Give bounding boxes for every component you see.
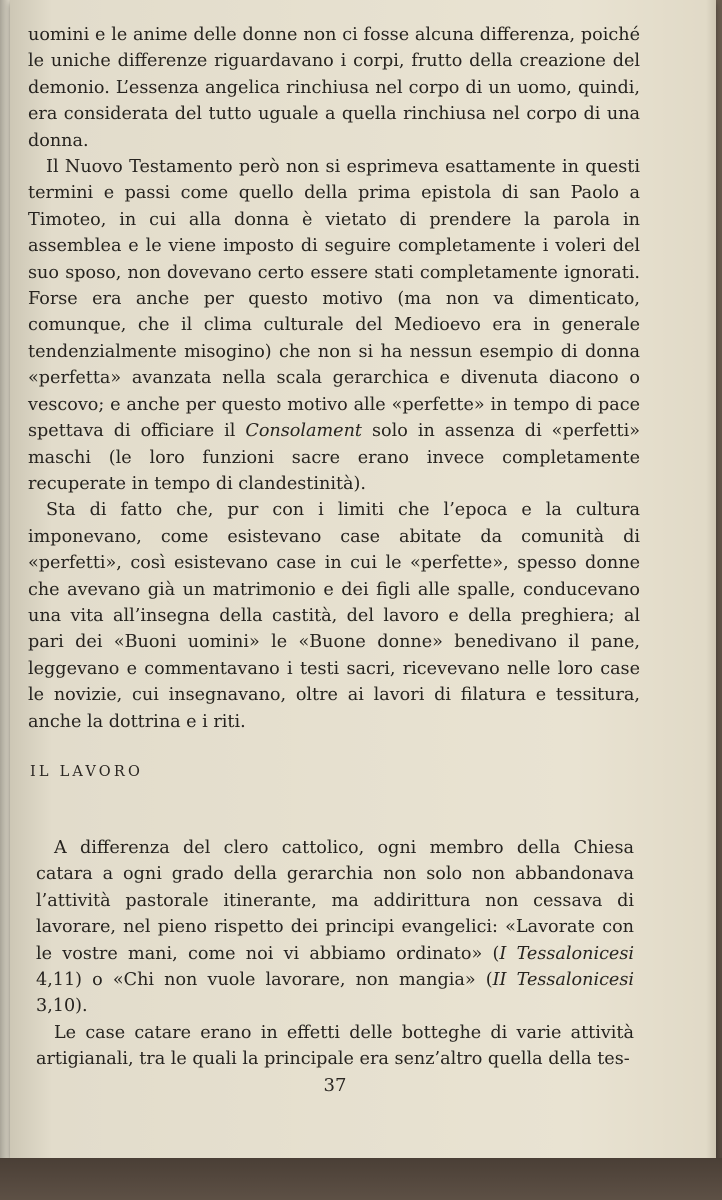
paragraph-2-text-a: Il Nuovo Testamento però non si esprimeva esattamente in questi termini e passi come quello della prima epistola di san Paolo a Timoteo, in cui alla donna è vietato di prendere la parola in assemblea e le viene imposto di seguire completamente i voleri del suo sposo, non dovevano certo essere stati completamente ignorati. Forse era anche per questo motivo (ma non va dimenticato, comunque, che il clima culturale del Medioevo era in generale tendenzialmente misogino) che non si ha nessun esempio di donna «perfetta» avanzata nella scala gerarchica e divenuta diacono o vescovo; e anche per questo motivo alle «perfette» in tempo di pace spettava di officiare il [28, 157, 640, 442]
paragraph-2 [28, 154, 640, 497]
body-text-bottom [36, 835, 634, 1073]
paragraph-4 [36, 835, 634, 1020]
page-number: 37 [323, 1075, 347, 1096]
paragraph-1: uomini e le anime delle donne non ci fosse alcuna differenza, poiché le uniche differenze riguardavano i corpi, frutto della creazione del demonio. L’essenza angelica rinchiusa nel corpo di un uomo, quindi, era considerata del tutto uguale a quella rinchiusa nel corpo di una donna. [28, 25, 640, 151]
paragraph-4-text-a: A differenza del clero cattolico, ogni membro della Chiesa catara a ogni grado della gerarchia non solo non abbandonava l’attività pastorale itinerante, ma addirittura non cessava di lavorare, nel pieno rispetto dei principi evangelici: «Lavorate con le vostre mani, come noi vi abbiamo ordinato» ( [36, 838, 634, 964]
paragraph-4-reference-2: II Tessalonicesi [492, 970, 634, 991]
paragraph-2-text-b: solo in assenza di «perfetti» maschi (le loro funzioni sacre erano invece completamente recuperate in tempo di clandestinità). [28, 421, 640, 494]
paragraph-3: Sta di fatto che, pur con i limiti che l’epoca e la cultura imponevano, come esistevano case abitate da comunità di «perfetti», così esistevano case in cui le «perfette», spesso donne che avevano già un matrimonio e dei figli alle spalle, conducevano una vita all’insegna della castità, del lavoro e della preghiera; al pari dei «Buoni uomini» le «Buone donne» benedivano il pane, leggevano e commentavano i testi sacri, ricevevano nelle loro case le novizie, cui insegnavano, oltre ai lavori di filatura e tessitura, anche la dottrina e i riti. [28, 500, 640, 732]
body-text-top [28, 22, 640, 735]
paragraph-4-reference-1: I Tessalonicesi [499, 943, 634, 964]
paragraph-5: Le case catare erano in effetti delle botteghe di varie attività artigianali, tra le quali la principale era senz’altro quella della tes- [36, 1022, 634, 1070]
table-surface [0, 1158, 722, 1200]
paragraph-4-text-c: 3,10). [36, 996, 88, 1017]
paragraph-2-italic-term: Consolament [245, 421, 362, 442]
book-page [10, 0, 716, 1158]
paragraph-4-text-b: 4,11) o «Chi non vuole lavorare, non mangia» ( [36, 970, 493, 991]
section-heading: IL LAVORO [30, 764, 144, 780]
